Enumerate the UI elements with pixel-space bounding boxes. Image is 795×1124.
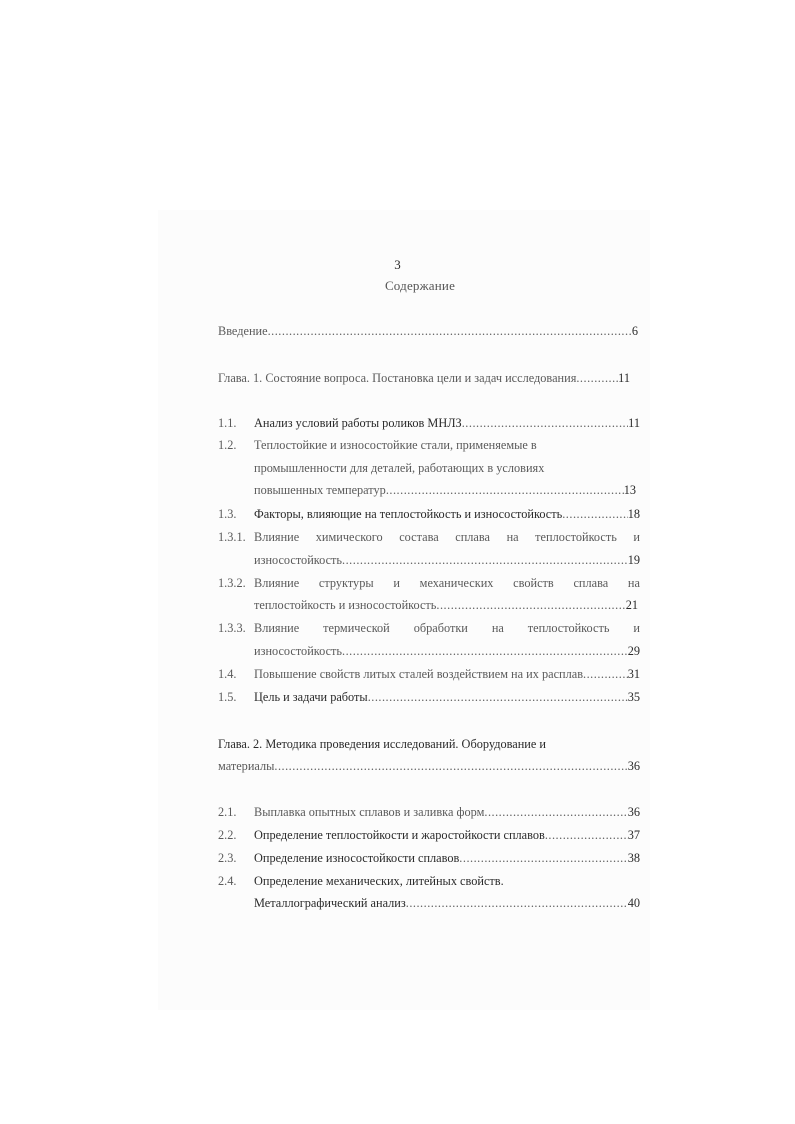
dot-leader [562, 505, 627, 523]
dot-leader [368, 688, 628, 706]
dot-leader [342, 642, 628, 660]
toc-item-1-3-1-line2 [254, 551, 640, 569]
toc-item-1-1 [254, 414, 640, 432]
toc-chapter-1 [218, 369, 630, 387]
toc-item-1-3-3-line1 [254, 619, 640, 637]
word: обработки [413, 621, 468, 635]
word: Влияние [254, 621, 300, 635]
toc-item-page: 35 [627, 690, 640, 704]
toc-item-1-3-2-line2 [254, 596, 638, 614]
toc-item-number: 1.3.1. [218, 530, 246, 544]
dot-leader [406, 894, 628, 912]
toc-item-number: 1.3.3. [218, 621, 246, 635]
toc-item-number: 1.4. [218, 667, 237, 681]
toc-item-number: 2.4. [218, 874, 237, 888]
toc-item-number: 1.1. [218, 416, 237, 430]
toc-item-1-3-2-line1 [254, 574, 640, 592]
toc-item-number: 1.3.2. [218, 576, 246, 590]
toc-item-text: повышенных температур [254, 483, 386, 497]
dot-leader [583, 665, 628, 683]
dot-leader [342, 551, 628, 569]
toc-item-page: 37 [627, 828, 640, 842]
page-number: 3 [394, 257, 401, 272]
dot-leader [459, 849, 627, 867]
toc-item-text: Анализ условий работы роликов МНЛЗ [254, 416, 462, 430]
toc-item-text: Теплостойкие и износостойкие стали, применяемые в [254, 438, 537, 452]
toc-item-text: износостойкость [254, 553, 343, 567]
word: Влияние [254, 530, 300, 544]
word: химического [315, 530, 383, 544]
toc-item-text: теплостойкость и износостойкость [254, 598, 437, 612]
chapter-2-title-line1: Глава. 2. Методика проведения исследований. Оборудование и [218, 737, 546, 751]
word: механических [419, 576, 494, 590]
toc-item-page: 11 [628, 416, 640, 430]
dot-leader [462, 414, 628, 432]
toc-intro-label: Введение [218, 324, 268, 338]
toc-item-2-4 [254, 894, 640, 912]
toc-item-page: 36 [627, 805, 640, 819]
word: сплава [455, 530, 490, 544]
word: структуры [318, 576, 374, 590]
toc-item-page: 21 [625, 598, 638, 612]
toc-intro [218, 322, 638, 340]
toc-item-page: 38 [627, 851, 640, 865]
toc-item-page: 40 [627, 896, 640, 910]
toc-item-page: 18 [627, 507, 640, 521]
toc-item-text: Повышение свойств литых сталей воздействием на их расплав [254, 667, 584, 681]
word: на [627, 576, 640, 590]
word: состава [399, 530, 439, 544]
dot-leader [386, 481, 624, 499]
toc-item-text: износостойкость [254, 644, 343, 658]
toc-item-1-2 [254, 481, 636, 499]
toc-item-page: 19 [627, 553, 640, 567]
toc-title: Содержание [384, 278, 456, 293]
toc-item-text: Металлографический анализ [254, 896, 406, 910]
toc-item-number: 1.5. [218, 690, 237, 704]
dot-leader [274, 757, 627, 775]
toc-item-number: 1.3. [218, 507, 237, 521]
chapter-2-title-line2: материалы [218, 759, 275, 773]
toc-intro-page: 6 [631, 324, 638, 338]
toc-item-page: 29 [627, 644, 640, 658]
dot-leader [484, 803, 627, 821]
dot-leader [268, 322, 632, 340]
word: теплостойкость [527, 621, 610, 635]
toc-item-1-4 [254, 665, 640, 683]
word: и [633, 530, 640, 544]
chapter-2-page: 36 [627, 759, 640, 773]
word: и [393, 576, 400, 590]
chapter-1-page: 11 [618, 371, 630, 385]
toc-item-number: 2.3. [218, 851, 237, 865]
word: на [491, 621, 504, 635]
dot-leader [576, 369, 618, 387]
toc-item-1-3 [254, 505, 640, 523]
toc-item-text: Факторы, влияющие на теплостойкость и износостойкость [254, 507, 563, 521]
word: и [633, 621, 640, 635]
word: термической [323, 621, 390, 635]
toc-item-2-2 [254, 826, 640, 844]
toc-item-text: Определение теплостойкости и жаростойкости сплавов [254, 828, 545, 842]
chapter-1-title: Глава. 1. Состояние вопроса. Постановка цели и задач исследования [218, 371, 577, 385]
word: Влияние [254, 576, 300, 590]
toc-item-2-3 [254, 849, 640, 867]
dot-leader [436, 596, 625, 614]
toc-item-text: Определение износостойкости сплавов [254, 851, 460, 865]
toc-item-page: 31 [627, 667, 640, 681]
toc-item-text: Цель и задачи работы [254, 690, 368, 704]
word: сплава [573, 576, 609, 590]
toc-item-number: 2.2. [218, 828, 237, 842]
toc-item-page: 13 [623, 483, 636, 497]
toc-item-number: 1.2. [218, 438, 237, 452]
dot-leader [545, 826, 628, 844]
toc-item-text: Выплавка опытных сплавов и заливка форм [254, 805, 485, 819]
word: на [506, 530, 519, 544]
word: свойств [513, 576, 554, 590]
toc-item-2-1 [254, 803, 640, 821]
toc-item-1-5 [254, 688, 640, 706]
toc-chapter-2 [218, 757, 640, 775]
toc-item-1-3-3-line2 [254, 642, 640, 660]
toc-item-number: 2.1. [218, 805, 237, 819]
toc-item-text: промышленности для деталей, работающих в условиях [254, 461, 545, 475]
toc-item-text: Определение механических, литейных свойств. [254, 874, 504, 888]
toc-item-1-3-1-line1 [254, 528, 640, 546]
word: теплостойкость [535, 530, 617, 544]
